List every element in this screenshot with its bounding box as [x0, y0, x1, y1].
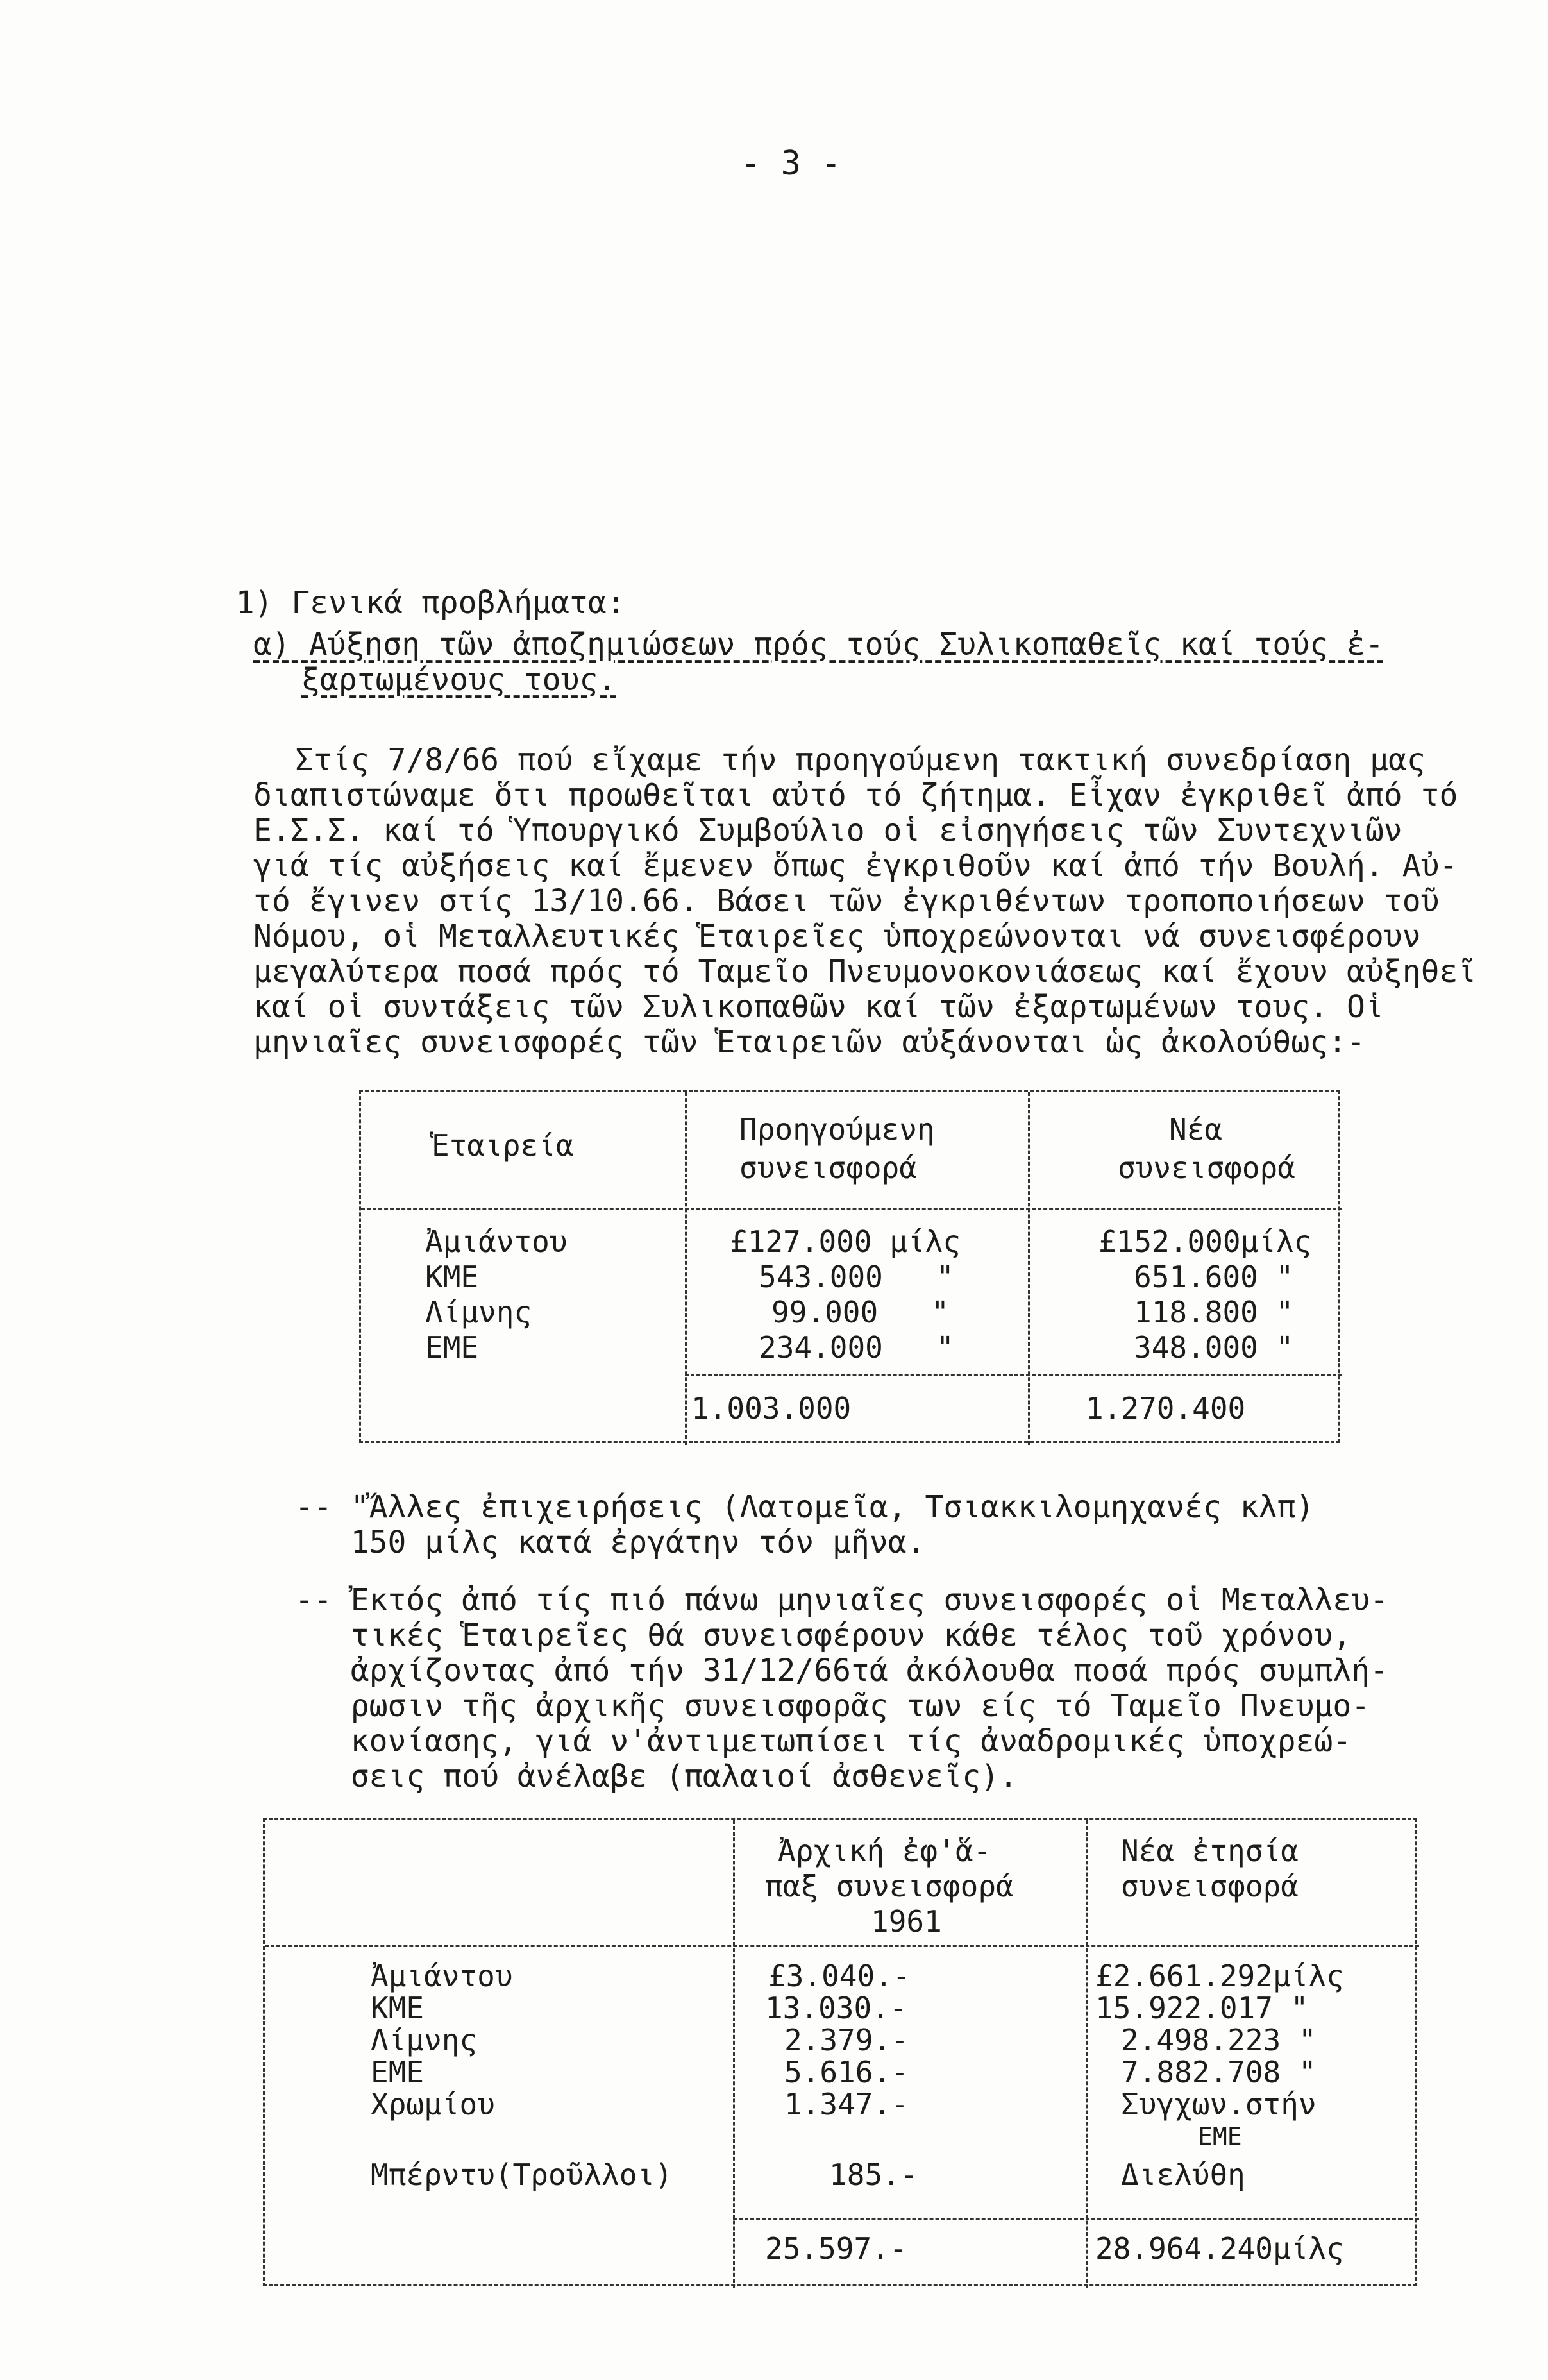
paragraph-line: Στίς 7/8/66 πού εἴχαμε τήν προηγούμενη τακτική συνεδρίαση μας — [295, 742, 1426, 778]
table1-total-new: 1.270.400 — [1086, 1391, 1246, 1426]
table-row: Λίμνης — [425, 1295, 532, 1329]
table-row: 15.922.017 " — [1095, 1991, 1309, 2025]
paragraph-line: καί οἱ συντάξεις τῶν Συλικοπαθῶν καί τῶν ἐξαρτωμένων τους. Οἱ — [253, 989, 1384, 1025]
table1-total-prev: 1.003.000 — [691, 1391, 852, 1426]
paragraph-line: γιά τίς αὐξήσεις καί ἔμενεν ὅπως ἐγκριθοῦν καί ἀπό τήν Βουλή. Αὐ- — [253, 848, 1458, 884]
table-row: Διελύθη — [1121, 2157, 1245, 2192]
table-row: 1.347.- — [784, 2087, 909, 2122]
table2-header-new-sub: συνεισφορά — [1121, 1869, 1299, 1903]
table-row: Χρωμίου — [371, 2087, 495, 2122]
table-row: 7.882.708 " — [1121, 2055, 1317, 2089]
bullet-line: κονίασης, γιά ν'ἀντιμετωπίσει τίς ἀναδρομικές ὑποχρεώ- — [295, 1723, 1352, 1759]
table-row: 185.- — [829, 2157, 918, 2192]
bullet-line: σεις πού ἀνέλαβε (παλαιοί ἀσθενεῖς). — [295, 1759, 1018, 1794]
contributions-table-2 — [263, 1818, 1417, 2286]
table2-header-initial-sub: παξ συνεισφορά — [765, 1869, 1014, 1903]
table-row: Ἀμιάντου — [425, 1224, 568, 1259]
paragraph-line: μηνιαῖες συνεισφορές τῶν Ἑταιρειῶν αὐξάνονται ὡς ἀκολούθως:- — [253, 1024, 1365, 1060]
table-row: 2.379.- — [784, 2023, 909, 2057]
table2-header-initial: Ἀρχική ἐφ'ἅ- — [778, 1834, 991, 1868]
table-row: 651.600 " — [1134, 1260, 1294, 1294]
table-row: 234.000 " — [759, 1330, 954, 1365]
table1-header-new-sub: συνεισφορά — [1118, 1151, 1295, 1185]
paragraph-line: τό ἔγινεν στίς 13/10.66. Βάσει τῶν ἐγκριθέντων τροποποιήσεων τοῦ — [253, 883, 1440, 919]
section-heading-text: 1) Γενικά προβλήματα: — [235, 585, 625, 621]
table2-header-year: 1961 — [871, 1904, 942, 1939]
table-row: 543.000 " — [759, 1260, 954, 1294]
table-row: ΚΜΕ — [425, 1260, 479, 1294]
table-row: ΚΜΕ — [371, 1991, 425, 2025]
table-row: Ἀμιάντου — [371, 1959, 513, 1993]
bullet-line: τικές Ἑταιρεῖες θά συνεισφέρουν κάθε τέλος τοῦ χρόνου, — [295, 1617, 1352, 1653]
table-row: Λίμνης — [371, 2023, 478, 2057]
contributions-table-1 — [359, 1090, 1340, 1443]
subheading-line-2: ξαρτωμένους τους. — [301, 662, 617, 698]
subheading-line-1: α) Αύξηση τῶν ἀποζημιώσεων πρός τούς Συλικοπαθεῖς καί τούς ἐ- — [253, 627, 1384, 663]
bullet-line: ἀρχίζοντας ἀπό τήν 31/12/66τά ἀκόλουθα ποσά πρός συμπλή- — [295, 1653, 1389, 1689]
paragraph-line: Ε.Σ.Σ. καί τό Ὑπουργικό Συμβούλιο οἱ εἰσηγήσεις τῶν Συντεχνιῶν — [253, 813, 1402, 848]
table-row: Συγχων.στήν — [1121, 2087, 1317, 2122]
page-number: - 3 - — [741, 144, 841, 183]
paragraph-line: μεγαλύτερα ποσά πρός τό Ταμεῖο Πνευμονοκονιάσεως καί ἔχουν αὐξηθεῖ — [253, 954, 1477, 990]
table-row: £152.000μίλς — [1098, 1224, 1312, 1259]
table-row: ΕΜΕ — [425, 1330, 479, 1365]
bullet-line: -- Ἐκτός ἀπό τίς πιό πάνω μηνιαῖες συνεισφορές οἱ Μεταλλευ- — [295, 1582, 1389, 1618]
table-row: Μπέρντυ(Τροῦλλοι) — [371, 2157, 673, 2192]
table-row: 99.000 " — [771, 1295, 949, 1329]
table1-header-company: Ἑταιρεία — [432, 1128, 574, 1163]
table-row: £2.661.292μίλς — [1095, 1959, 1344, 1993]
section-heading — [199, 545, 625, 622]
table-row: 118.800 " — [1134, 1295, 1294, 1329]
table1-header-prev-sub: συνεισφορά — [739, 1151, 917, 1185]
table-row: £3.040.- — [768, 1959, 911, 1993]
bullet-line: ρωσιν τῆς ἀρχικῆς συνεισφορᾶς των είς τό Ταμεῖο Πνευμο- — [295, 1688, 1370, 1724]
paragraph-line: διαπιστώναμε ὅτι προωθεῖται αὐτό τό ζήτημα. Εἶχαν ἐγκριθεῖ ἀπό τό — [253, 777, 1458, 813]
table2-total-new: 28.964.240μίλς — [1095, 2231, 1344, 2266]
table-row: ΕΜΕ — [371, 2055, 425, 2089]
table-row: ΕΜΕ — [1198, 2122, 1242, 2150]
table1-header-prev: Προηγούμενη — [739, 1112, 935, 1147]
table-row: 348.000 " — [1134, 1330, 1294, 1365]
bullet-other-businesses: -- "Ἄλλες ἐπιχειρήσεις (Λατομεῖα, Τσιακκιλομηχανές κλπ) — [295, 1489, 1315, 1525]
table2-header-new: Νέα ἐτησία — [1121, 1834, 1299, 1868]
table1-header-new: Νέα — [1169, 1112, 1223, 1147]
table-row: 2.498.223 " — [1121, 2023, 1317, 2057]
table-row: £127.000 μίλς — [730, 1224, 961, 1259]
paragraph-line: Νόμου, οἱ Μεταλλευτικές Ἑταιρεῖες ὑποχρεώνονται νά συνεισφέρουν — [253, 918, 1421, 954]
bullet-other-businesses-cont: 150 μίλς κατά ἐργάτην τόν μῆνα. — [295, 1524, 925, 1560]
table-row: 13.030.- — [765, 1991, 907, 2025]
table-row: 5.616.- — [784, 2055, 909, 2089]
table2-total-initial: 25.597.- — [765, 2231, 907, 2266]
